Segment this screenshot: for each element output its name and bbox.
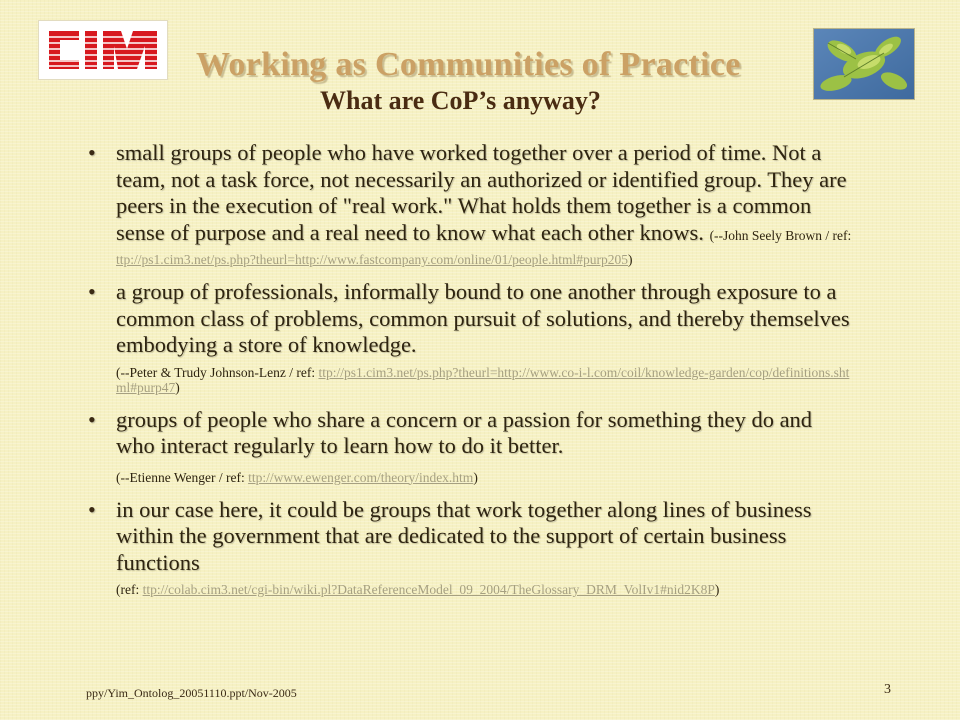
- bullet-item-1: [86, 140, 856, 267]
- cim-logo-graphic: [39, 21, 167, 79]
- leaves-photo: [813, 28, 915, 100]
- slide-footer: ppy/Yim_Ontolog_20051110.ppt/Nov-2005: [86, 686, 297, 700]
- attribution-close: ): [628, 252, 633, 267]
- cim-logo: [38, 20, 168, 80]
- attribution-close: ): [175, 379, 180, 395]
- bullet-icon: •: [88, 140, 96, 165]
- bullet-attribution: (--John Seely Brown / ref:: [709, 227, 852, 243]
- reference-link[interactable]: ttp://ps1.cim3.net/ps.php?theurl=http://www.co-i-l.com/coil/knowledge-garden/cop/definitions.shtml#purp47: [116, 364, 850, 395]
- bullet-text: in our case here, it could be groups that work together along lines of business within the government that are dedicated to the support of certain business functions: [116, 496, 812, 575]
- bullet-item-4: [86, 497, 856, 598]
- page-number: 3: [884, 682, 891, 697]
- reference-link[interactable]: ttp://colab.cim3.net/cgi-bin/wiki.pl?DataReferenceModel_09_2004/TheGlossary_DRM_VolIv1#nid2K8P: [142, 582, 715, 597]
- bullet-item-2: [86, 279, 856, 395]
- bullet-text: groups of people who share a concern or a passion for something they do and who interact regularly to learn how to do it better.: [116, 406, 813, 458]
- leaves-image: [814, 29, 914, 99]
- bullet-list: [86, 140, 856, 597]
- slide-subtitle: What are CoP’s anyway?: [320, 86, 601, 115]
- bullet-attribution: (--Peter & Trudy Johnson-Lenz / ref:: [116, 364, 316, 380]
- reference-link[interactable]: ttp://www.ewenger.com/theory/index.htm: [248, 469, 474, 485]
- bullet-text: a group of professionals, informally bound to one another through exposure to a common class of problems, common pursuit of solutions, and thereby themselves embodying a store of knowledge.: [116, 279, 850, 357]
- bullet-icon: •: [88, 279, 96, 304]
- bullet-attribution: (--Etienne Wenger / ref:: [116, 469, 245, 485]
- reference-link[interactable]: ttp://ps1.cim3.net/ps.php?theurl=http://www.fastcompany.com/online/01/people.html#purp205: [116, 252, 629, 267]
- attribution-close: ): [714, 582, 720, 597]
- slide-title: Working as Communities of Practice: [196, 46, 741, 83]
- bullet-attribution: (ref:: [116, 582, 140, 597]
- attribution-close: ): [473, 469, 478, 485]
- bullet-icon: •: [88, 496, 96, 522]
- bullet-icon: •: [88, 406, 96, 432]
- bullet-text: small groups of people who have worked together over a period of time. Not a team, not a task force, not necessarily an authorized or identified group. They are peers in the execution of "real work." What holds them together is a common sense of purpose and a real need to know what each other knows.: [116, 140, 847, 245]
- bullet-item-3: [86, 407, 856, 485]
